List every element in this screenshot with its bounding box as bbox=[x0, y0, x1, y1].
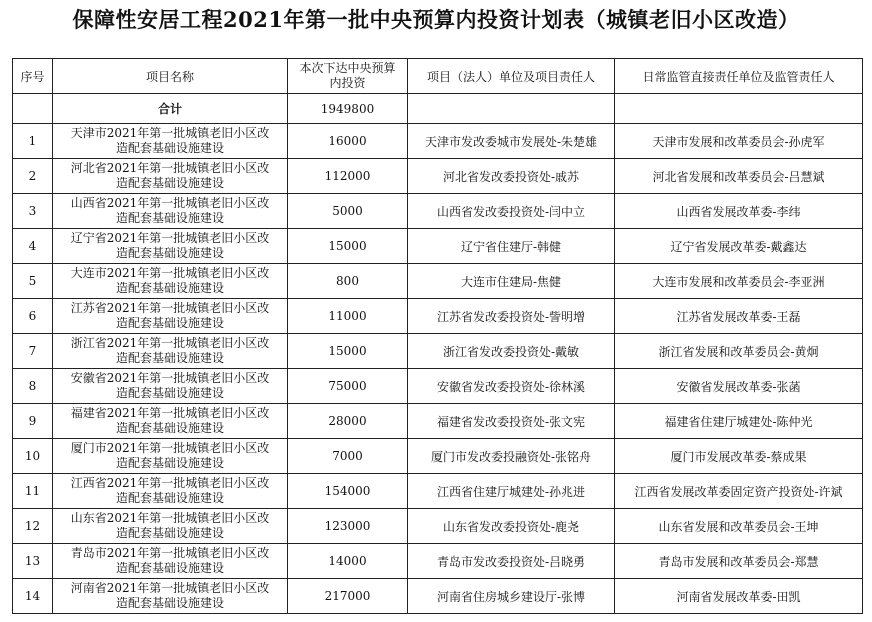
row-seq: 9 bbox=[13, 404, 53, 439]
row-project-name bbox=[53, 229, 288, 264]
row-supervisor: 河北省发展和改革委员会-吕慧斌 bbox=[615, 159, 863, 194]
row-project-name-line2: 造配套基础设施建设 bbox=[115, 246, 224, 260]
row-amount: 7000 bbox=[288, 439, 408, 474]
row-project-name-line1: 安徽省2021年第一批城镇老旧小区改 bbox=[70, 371, 270, 385]
row-project-name-line2: 造配套基础设施建设 bbox=[115, 141, 224, 155]
table-row bbox=[13, 369, 863, 404]
row-project-name-line1: 山东省2021年第一批城镇老旧小区改 bbox=[70, 511, 270, 525]
table-row bbox=[13, 299, 863, 334]
row-supervisor: 河南省发展改革委-田凯 bbox=[615, 579, 863, 614]
row-unit: 江苏省发改委投资处-訾明增 bbox=[408, 299, 615, 334]
row-seq: 10 bbox=[13, 439, 53, 474]
row-project-name-line2: 造配套基础设施建设 bbox=[115, 421, 224, 435]
row-project-name bbox=[53, 159, 288, 194]
header-amount-line2: 内投资 bbox=[329, 76, 366, 90]
row-project-name-line2: 造配套基础设施建设 bbox=[115, 596, 224, 610]
row-project-name bbox=[53, 509, 288, 544]
row-project-name bbox=[53, 369, 288, 404]
row-project-name-line1: 山西省2021年第一批城镇老旧小区改 bbox=[70, 196, 270, 210]
row-project-name-line1: 福建省2021年第一批城镇老旧小区改 bbox=[70, 406, 270, 420]
row-unit: 大连市住建局-焦健 bbox=[408, 264, 615, 299]
table-row bbox=[13, 579, 863, 614]
row-project-name-line1: 厦门市2021年第一批城镇老旧小区改 bbox=[70, 441, 270, 455]
row-unit: 山东省发改委投资处-鹿尧 bbox=[408, 509, 615, 544]
table-row bbox=[13, 229, 863, 264]
row-amount: 217000 bbox=[288, 579, 408, 614]
row-project-name bbox=[53, 439, 288, 474]
row-project-name-line1: 江苏省2021年第一批城镇老旧小区改 bbox=[70, 301, 270, 315]
row-amount: 28000 bbox=[288, 404, 408, 439]
row-project-name-line2: 造配套基础设施建设 bbox=[115, 176, 224, 190]
table-row bbox=[13, 544, 863, 579]
row-project-name-line1: 河南省2021年第一批城镇老旧小区改 bbox=[70, 581, 270, 595]
row-supervisor: 浙江省发展和改革委员会-黄炯 bbox=[615, 334, 863, 369]
row-project-name-line2: 造配套基础设施建设 bbox=[115, 211, 224, 225]
row-amount: 15000 bbox=[288, 334, 408, 369]
row-unit: 天津市发改委城市发展处-朱楚雄 bbox=[408, 124, 615, 159]
row-seq: 2 bbox=[13, 159, 53, 194]
investment-plan-table bbox=[12, 58, 863, 614]
row-project-name-line2: 造配套基础设施建设 bbox=[115, 456, 224, 470]
table-row bbox=[13, 264, 863, 299]
row-unit: 江西省住建厅城建处-孙兆进 bbox=[408, 474, 615, 509]
row-supervisor: 江西省发展改革委固定资产投资处-许斌 bbox=[615, 474, 863, 509]
row-project-name bbox=[53, 334, 288, 369]
row-seq: 11 bbox=[13, 474, 53, 509]
row-project-name-line1: 青岛市2021年第一批城镇老旧小区改 bbox=[70, 546, 270, 560]
table-row bbox=[13, 509, 863, 544]
row-project-name-line1: 天津市2021年第一批城镇老旧小区改 bbox=[70, 126, 270, 140]
row-supervisor: 厦门市发展改革委-蔡成果 bbox=[615, 439, 863, 474]
row-supervisor: 安徽省发展改革委-张菡 bbox=[615, 369, 863, 404]
row-supervisor: 山西省发展改革委-李纬 bbox=[615, 194, 863, 229]
row-project-name bbox=[53, 299, 288, 334]
table-row bbox=[13, 334, 863, 369]
row-supervisor: 山东省发展和改革委员会-王坤 bbox=[615, 509, 863, 544]
row-project-name-line2: 造配套基础设施建设 bbox=[115, 526, 224, 540]
total-unit-cell bbox=[408, 94, 615, 124]
row-project-name-line1: 大连市2021年第一批城镇老旧小区改 bbox=[70, 266, 270, 280]
header-project-name: 项目名称 bbox=[53, 59, 288, 94]
total-seq-cell bbox=[13, 94, 53, 124]
row-unit: 辽宁省住建厅-韩健 bbox=[408, 229, 615, 264]
row-project-name-line2: 造配套基础设施建设 bbox=[115, 281, 224, 295]
row-unit: 福建省发改委投资处-张文宪 bbox=[408, 404, 615, 439]
row-seq: 8 bbox=[13, 369, 53, 404]
row-project-name-line1: 河北省2021年第一批城镇老旧小区改 bbox=[70, 161, 270, 175]
row-unit: 山西省发改委投资处-闫中立 bbox=[408, 194, 615, 229]
row-amount: 14000 bbox=[288, 544, 408, 579]
page-title: 保障性安居工程2021年第一批中央预算内投资计划表（城镇老旧小区改造） bbox=[72, 7, 800, 32]
total-row bbox=[13, 94, 863, 124]
row-project-name bbox=[53, 404, 288, 439]
table-header-row bbox=[13, 59, 863, 94]
row-supervisor: 青岛市发展和改革委员会-郑慧 bbox=[615, 544, 863, 579]
row-unit: 安徽省发改委投资处-徐林溪 bbox=[408, 369, 615, 404]
total-label: 合计 bbox=[53, 94, 288, 124]
row-seq: 1 bbox=[13, 124, 53, 159]
row-supervisor: 辽宁省发展改革委-戴鑫达 bbox=[615, 229, 863, 264]
total-amount: 1949800 bbox=[288, 94, 408, 124]
table-row bbox=[13, 474, 863, 509]
header-seq: 序号 bbox=[13, 59, 53, 94]
header-amount bbox=[288, 59, 408, 94]
row-supervisor: 江苏省发展改革委-王磊 bbox=[615, 299, 863, 334]
row-project-name bbox=[53, 194, 288, 229]
header-unit: 项目（法人）单位及项目责任人 bbox=[408, 59, 615, 94]
row-project-name-line2: 造配套基础设施建设 bbox=[115, 561, 224, 575]
row-amount: 154000 bbox=[288, 474, 408, 509]
row-supervisor: 大连市发展和改革委员会-李亚洲 bbox=[615, 264, 863, 299]
row-seq: 12 bbox=[13, 509, 53, 544]
row-unit: 浙江省发改委投资处-戴敏 bbox=[408, 334, 615, 369]
row-project-name-line1: 江西省2021年第一批城镇老旧小区改 bbox=[70, 476, 270, 490]
row-seq: 3 bbox=[13, 194, 53, 229]
row-project-name bbox=[53, 264, 288, 299]
row-project-name-line2: 造配套基础设施建设 bbox=[115, 491, 224, 505]
row-project-name-line2: 造配套基础设施建设 bbox=[115, 316, 224, 330]
row-amount: 16000 bbox=[288, 124, 408, 159]
table-row bbox=[13, 194, 863, 229]
row-project-name-line1: 浙江省2021年第一批城镇老旧小区改 bbox=[70, 336, 270, 350]
header-supervisor: 日常监管直接责任单位及监管责任人 bbox=[615, 59, 863, 94]
total-supervisor-cell bbox=[615, 94, 863, 124]
row-amount: 5000 bbox=[288, 194, 408, 229]
row-project-name bbox=[53, 579, 288, 614]
row-unit: 河南省住房城乡建设厅-张博 bbox=[408, 579, 615, 614]
row-project-name-line1: 辽宁省2021年第一批城镇老旧小区改 bbox=[70, 231, 270, 245]
row-seq: 6 bbox=[13, 299, 53, 334]
table-row bbox=[13, 439, 863, 474]
row-project-name bbox=[53, 474, 288, 509]
header-amount-line1: 本次下达中央预算 bbox=[299, 61, 396, 75]
row-project-name-line2: 造配套基础设施建设 bbox=[115, 351, 224, 365]
row-seq: 4 bbox=[13, 229, 53, 264]
table-row bbox=[13, 404, 863, 439]
row-amount: 123000 bbox=[288, 509, 408, 544]
row-seq: 7 bbox=[13, 334, 53, 369]
row-amount: 112000 bbox=[288, 159, 408, 194]
table-row bbox=[13, 159, 863, 194]
row-supervisor: 天津市发展和改革委员会-孙虎军 bbox=[615, 124, 863, 159]
row-project-name bbox=[53, 124, 288, 159]
table-row bbox=[13, 124, 863, 159]
row-unit: 青岛市发改委投资处-吕晓勇 bbox=[408, 544, 615, 579]
row-seq: 14 bbox=[13, 579, 53, 614]
row-supervisor: 福建省住建厅城建处-陈仲光 bbox=[615, 404, 863, 439]
row-unit: 河北省发改委投资处-戚苏 bbox=[408, 159, 615, 194]
row-amount: 15000 bbox=[288, 229, 408, 264]
row-amount: 75000 bbox=[288, 369, 408, 404]
row-seq: 13 bbox=[13, 544, 53, 579]
row-amount: 800 bbox=[288, 264, 408, 299]
row-amount: 11000 bbox=[288, 299, 408, 334]
row-project-name-line2: 造配套基础设施建设 bbox=[115, 386, 224, 400]
row-project-name bbox=[53, 544, 288, 579]
row-unit: 厦门市发改委投融资处-张铭舟 bbox=[408, 439, 615, 474]
row-seq: 5 bbox=[13, 264, 53, 299]
